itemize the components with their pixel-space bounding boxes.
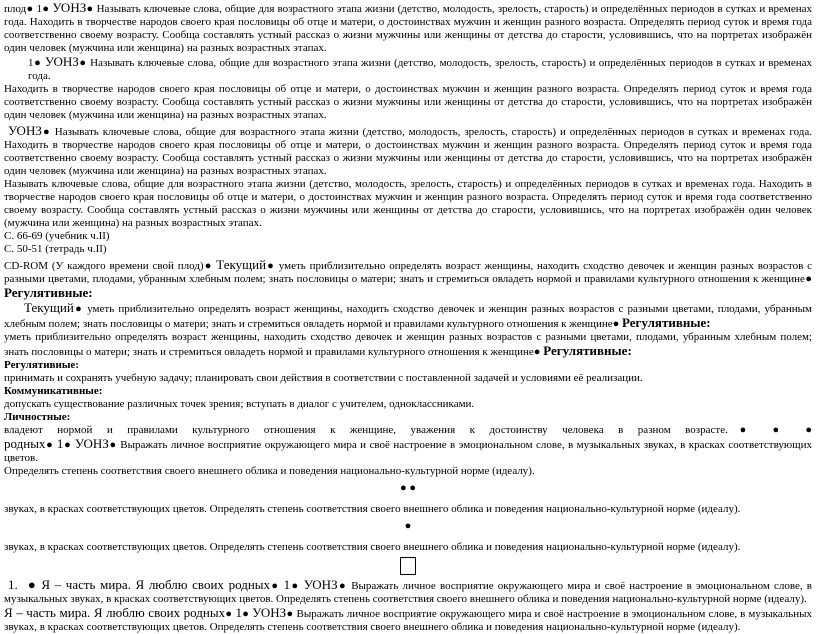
block-2-num: 1 <box>28 57 34 69</box>
reference-workbook: С. 50-51 (тетрадь ч.II) <box>4 243 107 255</box>
cdrom-reg-label: Регулятивные: <box>4 285 93 300</box>
block-1-head: плод <box>4 3 27 15</box>
current-2-text: уметь приблизительно определять возраст женщины, находить сходство девочек и женщин разных возрастов с разными цветами, плодами, убранным хлебным полем; знать пословицы о матери; знать и стремиться овладеть нормой и правилами культурного отношения к женщине <box>4 303 812 330</box>
personal-text: владеют нормой и правилами культурного отношения к женщине, уважения к достоинству человека в разном возрасте. <box>4 424 728 436</box>
communicative-label: Коммуникативные: <box>4 385 103 397</box>
bullet-icon: ● <box>290 580 300 592</box>
rodnyh-block <box>4 437 812 465</box>
bottom-uonz-2: УОНЗ <box>252 605 287 620</box>
bullet-icon: ● <box>45 439 54 451</box>
current-2-reg-label: Регулятивные: <box>622 315 711 330</box>
bullet-icon: ● <box>63 439 72 451</box>
bullet-icon: ● <box>404 520 412 532</box>
bullet-icon: ● <box>78 57 87 69</box>
current-block-2 <box>4 301 812 331</box>
block-2-rest: Находить в творчестве народов своего края пословицы об отце и матери, о достоинствах мужчин и женщин разного возраста. Определять период суток и время года соответственно своему возрасту. Сообща составлять устный рассказ о жизни мужчины или женщины от детства до старости, условившись, что на портретах изображён один человек (мужчина или женщина) на разных возрастных этапах. <box>4 83 812 121</box>
rodnyh-num: 1 <box>56 436 64 451</box>
block-1-num: 1 <box>36 3 43 15</box>
block-3-uonz: УОНЗ <box>8 123 42 138</box>
current-3-reg-label: Регулятивные: <box>543 343 632 358</box>
bottom-num: 1. <box>8 577 18 592</box>
block-1-line-1: Называть ключевые слова, общие для возрастного этапа жизни (детство, молодость, зрелость, старость) и определённых периодов в сутках и временах года. <box>4 3 813 28</box>
fragment-1: звуках, в красках соответствующих цветов. Определять степень соответствия своего внешнего облика и поведения национально-культурной норме (идеалу). <box>4 503 741 515</box>
bottom-title-2: Я – часть мира. Я люблю своих родных <box>4 605 226 620</box>
bottom-uonz: УОНЗ <box>303 577 338 592</box>
fragment-2: звуках, в красках соответствующих цветов. Определять степень соответствия своего внешнего облика и поведения национально-культурной норме (идеалу). <box>4 541 741 553</box>
bullet-icon: ● <box>241 608 250 620</box>
personal-text-line <box>4 424 812 437</box>
bullets-icon: ● ● ● <box>727 424 813 436</box>
current-block-3 <box>4 331 812 359</box>
bullet-icon: ● <box>804 273 812 285</box>
regulative-text: принимать и сохранять учебную задачу; планировать свои действия в соответствии с поставленной задачей и условиями её реализации. <box>4 372 643 384</box>
bullet-icon: ● <box>533 346 541 358</box>
bullet-icon: ● <box>33 57 42 69</box>
block-1 <box>4 1 812 55</box>
block-1-rest: Находить в творчестве народов своего края пословицы об отце и матери, о достоинствах мужчин и женщин разного возраста. Определять период суток и время года соответственно своему возрасту. Сообща составлять устный рассказ о жизни мужчины или женщины от детства до старости, условившись, что на портретах изображён один человек (мужчина или женщина) на разных возрастных этапах. <box>4 16 813 54</box>
empty-box-icon <box>400 557 416 575</box>
block-2 <box>4 55 812 83</box>
bottom-one-2: 1 <box>235 605 242 620</box>
cdrom-current: Текущий <box>216 257 267 272</box>
bullets-icon: ● ● <box>399 482 417 494</box>
rodnyh-word: родных <box>4 436 46 451</box>
bottom-one: 1 <box>283 577 291 592</box>
bullet-icon: ● <box>612 318 620 330</box>
personal-label: Личностные: <box>4 411 71 423</box>
rodnyh-uonz: УОНЗ <box>74 436 109 451</box>
bullet-icon: ● <box>270 580 280 592</box>
block-3-text: Называть ключевые слова, общие для возрастного этапа жизни (детство, молодость, зрелость, старость) и определённых периодов в сутках и временах года. Находить в творчестве народов своего края пословицы об отце и матери, о достоинствах мужчин и женщин разного возраста. Определять период суток и время года соответственно своему возрасту. Сообща составлять устный рассказ о жизни мужчины или женщины от детства до старости, условившись, что на портретах изображён один человек (мужчина или женщина) на разных возрастных этапах. <box>4 126 812 177</box>
bullet-icon: ● <box>42 3 50 15</box>
current-2-label: Текущий <box>24 300 74 315</box>
cdrom-text: уметь приблизительно определять возраст женщины, находить сходство девочек и женщин разных возрастов с разными цветами, плодами, убранным хлебным полем; знать пословицы о матери; знать и стремиться овладеть нормой и правилами культурного отношения к женщине <box>4 260 813 285</box>
bullet-icon: ● <box>286 608 294 620</box>
bottom-title: Я – часть мира. Я люблю своих родных <box>41 577 271 592</box>
bullet-icon: ● <box>86 3 94 15</box>
bullet-icon: ● <box>203 260 213 272</box>
rodnyh-line-2: Определять степень соответствия своего внешнего облика и поведения национально-культурной норме (идеалу). <box>4 465 535 477</box>
bullet-icon: ● <box>266 260 275 272</box>
rodnyh-text: Выражать личное восприятие окружающего мира и своё настроение в эмоциональном слове, в музыкальных звуках, в красках соответствующих цветов. <box>4 439 812 464</box>
bullet-icon: ● <box>73 303 84 315</box>
cdrom-lead: CD-ROM (У каждого времени свой плод) <box>4 260 204 272</box>
block-2-uonz: УОНЗ <box>44 54 79 69</box>
bullet-icon: ● <box>337 580 348 592</box>
bottom-text: Выражать личное восприятие окружающего мира и своё настроение в эмоциональном слове, в музыкальных звуках, в красках соответствующих цветов. Определять степень соответствия своего внешнего облика и поведения национально-культурной норме (идеалу). <box>4 580 812 605</box>
reference-textbook: С. 66-69 (учебник ч.II) <box>4 230 110 242</box>
block-1-uonz: УОНЗ <box>52 0 87 15</box>
block-2-line-1: Называть ключевые слова, общие для возрастного этапа жизни (детство, молодость, зрелость, старость) и определённых периодов в сутках и временах года. <box>28 57 812 82</box>
regulative-label: Регулятивные: <box>4 359 79 371</box>
cdrom-block <box>4 258 812 301</box>
block-3 <box>4 124 812 178</box>
bullet-icon: ● <box>26 3 34 15</box>
bullet-icon: ● <box>41 126 51 138</box>
communicative-text: допускать существование различных точек зрения; вступать в диалог с учителем, одноклассниками. <box>4 398 475 410</box>
current-3-text: уметь приблизительно определять возраст женщины, находить сходство девочек и женщин разных возрастов с разными цветами, плодами, убранным хлебным полем; знать пословицы о матери; знать и стремиться овладеть нормой и правилами культурного отношения к женщине <box>4 331 812 358</box>
bottom-text-2: Выражать личное восприятие окружающего мира и своё настроение в эмоциональном слове, в музыкальных звуках, в красках соответствующих цветов. Определять степень соответствия своего внешнего облика и поведения национально-культурной норме (идеалу). <box>4 608 813 633</box>
bullet-icon: ● <box>108 439 117 451</box>
block-4-text: Называть ключевые слова, общие для возрастного этапа жизни (детство, молодость, зрелость, старость) и определённых периодов в сутках и временах года. Находить в творчестве народов своего края пословицы об отце и матери, о достоинствах мужчин и женщин разного возраста. Определять период суток и время года соответственно своему возрасту. Сообща составлять устный рассказ о жизни мужчины или женщины от детства до старости, условившись, что на портретах изображён один человек (мужчина или женщина) на разных возрастных этапах. <box>4 178 812 229</box>
bottom-block-2 <box>4 606 812 634</box>
bullet-icon: ● <box>225 608 233 620</box>
bottom-block-1 <box>4 578 812 606</box>
bullet-icon: ● <box>27 577 38 592</box>
